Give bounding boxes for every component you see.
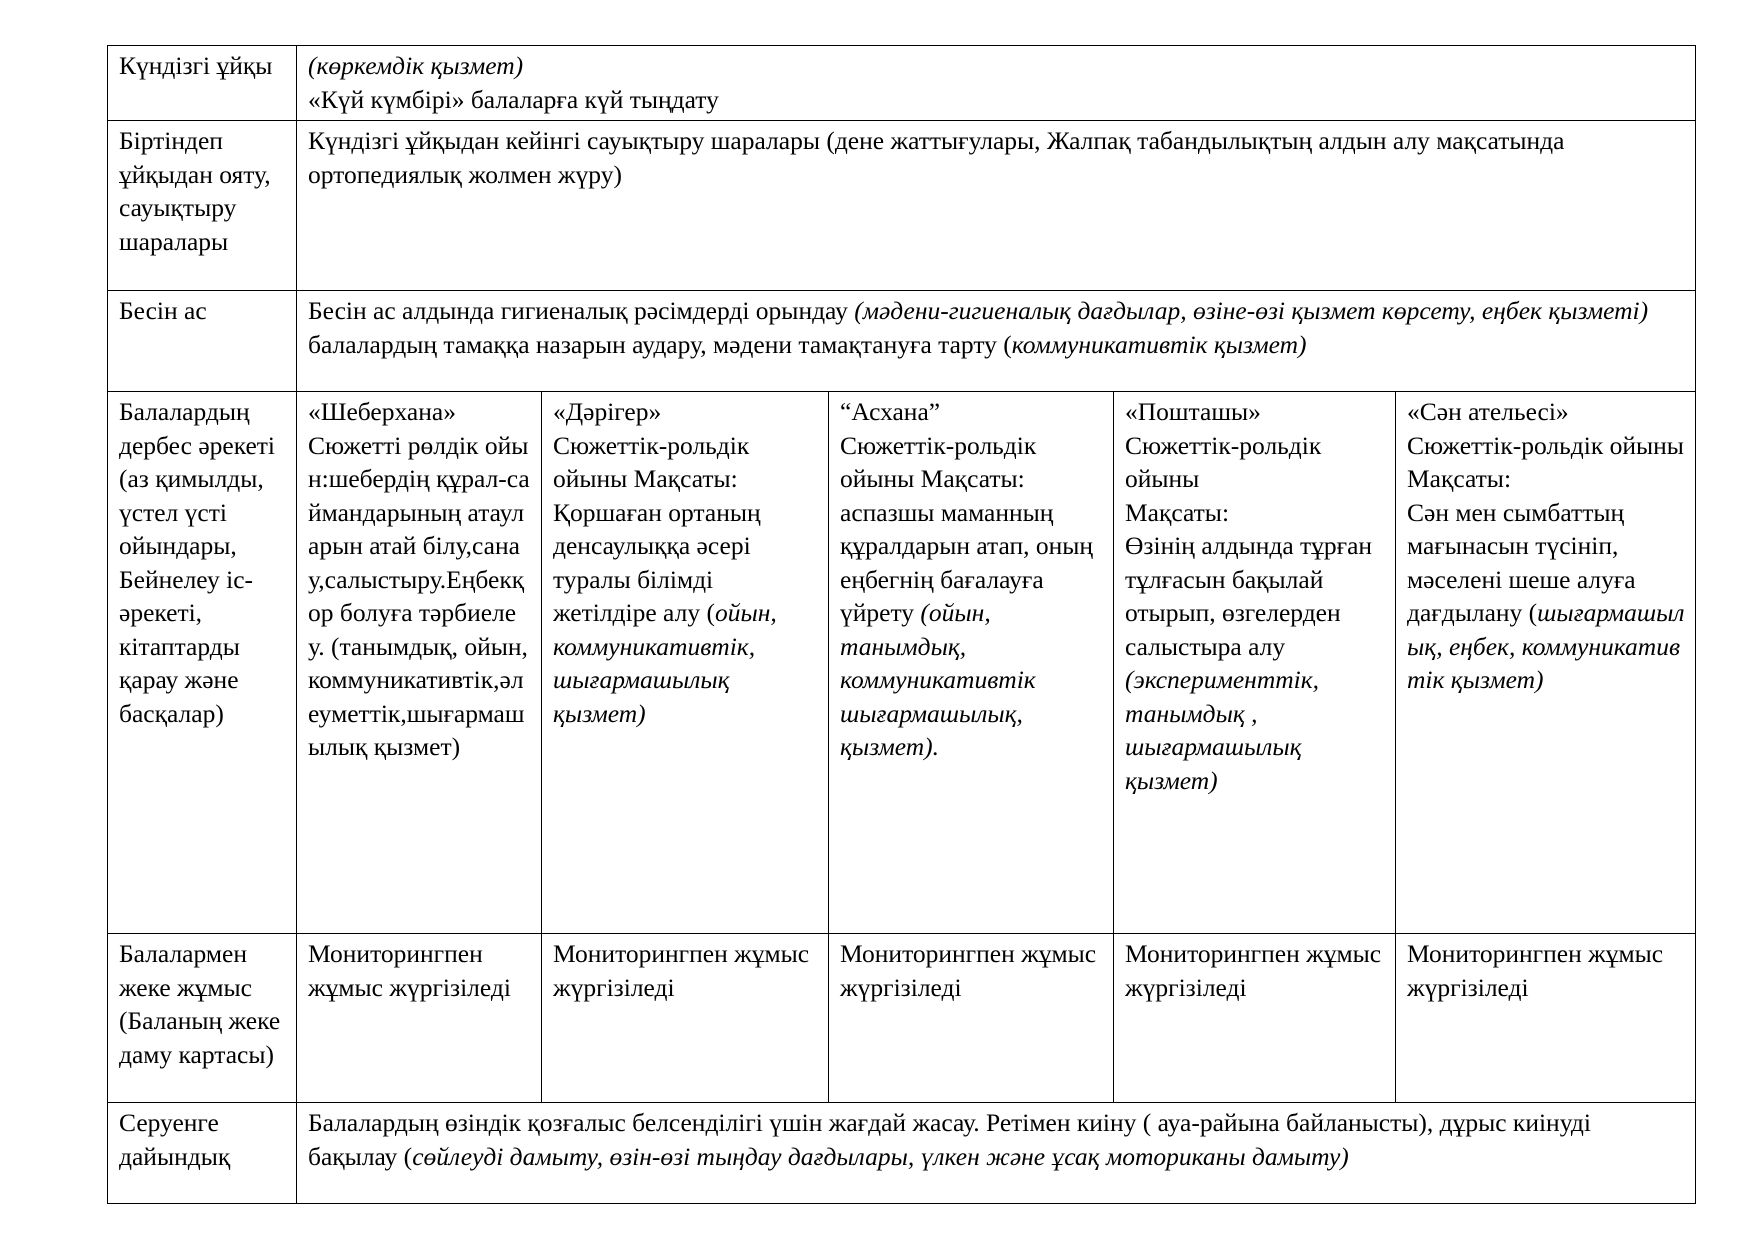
nap-activity-cell [297, 46, 1696, 121]
snack-text-1: Бесін ас алдында гигиеналық рәсімдерді орындау [308, 296, 855, 325]
row-label-nap: Күндізгі ұйқы [108, 46, 297, 121]
game-italic-fashion: шығармашылық, еңбек, коммуникативтік қызмет) [1407, 598, 1685, 694]
table-row-nap [108, 46, 1696, 121]
game-text-postman: Өзінің алдында тұрған тұлғасын бақылай отырып, өзгелерден салыстыра алу [1125, 531, 1373, 661]
game-text-canteen: Сюжеттік-рольдік ойыны Мақсаты: аспазшы маманның құралдарын атап, оның еңбегнің бағалауға үйрету [840, 430, 1094, 627]
game-title-fashion: «Сән ательесі» [1407, 397, 1569, 426]
game-title-doctor: «Дәрігер» [553, 397, 662, 426]
game-italic-postman: (эксперименттік, танымдық , шығармашылық қызмет) [1125, 665, 1320, 795]
schedule-page [107, 45, 1695, 1204]
row-label-snack: Бесін ас [108, 291, 297, 392]
game-cell-doctor [542, 392, 829, 934]
walk-text: Балалардың өзіндік қозғалыс белсенділігі үшін жағдай жасау. Ретімен киіну ( ауа-райына байланысты), дұрыс киінуді бақылау ( [308, 1108, 1591, 1171]
snack-activity-cell [297, 291, 1696, 392]
snack-activity-italic: коммуникативтік қызмет) [1011, 329, 1307, 359]
monitoring-cell-3: Мониторингпен жұмыс жүргізіледі [829, 934, 1114, 1103]
game-text-workshop: Сюжетті рөлдік ойын:шебердің құрал-саймандарының атауларын атай білу,санау,салыстыру.Еңбекқор болуға тәрбиелеу. (танымдық, ойын, коммуникативтік,әлеуметтік,шығармашылық қызмет) [308, 430, 530, 761]
walk-skills-italic: сөйлеуді дамыту, өзін-өзі тыңдау дағдылары, үлкен және ұсақ моториканы дамыту) [412, 1141, 1349, 1171]
walk-activity-cell [297, 1103, 1696, 1204]
table-row-independent [108, 392, 1696, 934]
game-cell-postman [1114, 392, 1396, 934]
game-italic-canteen: (ойын, танымдық, коммуникативтік шығармашылық, қызмет). [840, 598, 1036, 761]
table-row-walk [108, 1103, 1696, 1204]
monitoring-cell-1: Мониторингпен жұмыс жүргізіледі [297, 934, 542, 1103]
game-goal-label-postman: Мақсаты: [1125, 497, 1230, 527]
game-cell-fashion [1396, 392, 1696, 934]
schedule-table [107, 45, 1696, 1204]
game-type-fashion: Сюжеттік-рольдік ойыны [1407, 430, 1684, 460]
game-text-doctor: Сюжеттік-рольдік ойыны Мақсаты: Қоршаған ортаның денсаулыққа әсері туралы білімді жетілдіре алу ( [553, 430, 761, 627]
row-label-individual: Балалармен жеке жұмыс (Баланың жеке даму картасы) [108, 934, 297, 1103]
snack-text-2: балалардың тамаққа назарын аудару, мәдени тамақтануға тарту ( [308, 329, 1012, 359]
row-label-independent: Балалардың дербес әрекеті (аз қимылды, үстел үсті ойындары, Бейнелеу іс-әрекеті, кітаптарды қарау және басқалар) [108, 392, 297, 934]
game-title-canteen: “Асхана” [840, 397, 941, 426]
game-text-fashion: Сән мен сымбаттың мағынасын түсініп, мәселені шеше алуға дағдылану ( [1407, 497, 1636, 627]
snack-skills-italic: (мәдени-гигиеналық дағдылар, өзіне-өзі қызмет көрсету, еңбек қызметі) [854, 296, 1649, 325]
game-title-postman: «Пошташы» [1125, 397, 1261, 426]
monitoring-cell-2: Мониторингпен жұмыс жүргізіледі [542, 934, 829, 1103]
wakeup-activity-cell: Күндізгі ұйқыдан кейінгі сауықтыру шаралары (дене жаттығулары, Жалпақ табандылықтың алдын алу мақсатында ортопедиялық жолмен жүру) [297, 121, 1696, 291]
nap-activity-type: (көркемдік қызмет) [308, 51, 524, 80]
game-cell-workshop [297, 392, 542, 934]
table-row-wakeup [108, 121, 1696, 291]
table-row-individual [108, 934, 1696, 1103]
monitoring-cell-4: Мониторингпен жұмыс жүргізіледі [1114, 934, 1396, 1103]
row-label-walk: Серуенге дайындық [108, 1103, 297, 1204]
game-cell-canteen [829, 392, 1114, 934]
row-label-wakeup: Біртіндеп ұйқыдан ояту, сауықтыру шаралары [108, 121, 297, 291]
monitoring-cell-5: Мониторингпен жұмыс жүргізіледі [1396, 934, 1696, 1103]
nap-activity-text: «Күй күмбірі» балаларға күй тыңдату [308, 84, 719, 114]
game-italic-doctor: ойын, коммуникативтік, шығармашылық қызмет) [553, 598, 777, 728]
table-row-snack [108, 291, 1696, 392]
game-title-workshop: «Шеберхана» [308, 397, 456, 426]
game-type-postman: Сюжеттік-рольдік ойыны [1125, 430, 1322, 493]
game-goal-label-fashion: Мақсаты: [1407, 464, 1512, 493]
